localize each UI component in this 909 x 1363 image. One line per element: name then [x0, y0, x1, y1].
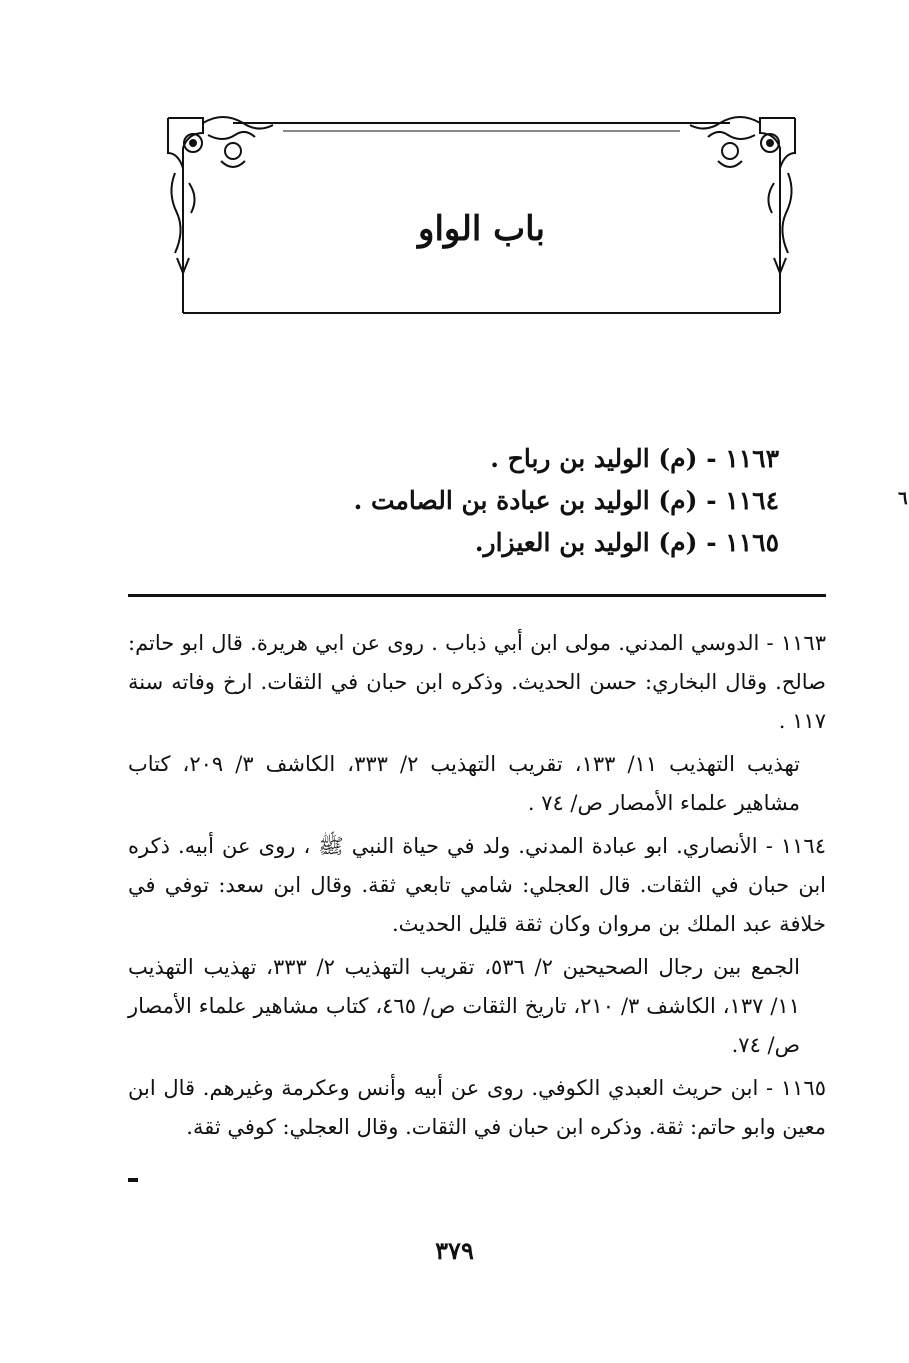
entries-list	[219, 438, 779, 564]
note-1164-bio: ١١٦٤ - الأنصاري. ابو عبادة المدني. ولد في حياة النبي ﷺ ، روى عن أبيه. ذكره ابن حبان في الثقات. قال العجلي: شامي تابعي ثقة. وقال ابن سعد: توفي في خلافة عبد الملك بن مروان وكان ثقة قليل الحديث.	[128, 834, 826, 936]
entry-1164: ١١٦٤ - (م) الوليد بن عبادة بن الصامت .	[353, 486, 779, 515]
note-1165-bio: ١١٦٥ - ابن حريث العبدي الكوفي. روى عن أبيه وأنس وعكرمة وغيرهم. قال ابن معين وابو حاتم: ثقة. وذكره ابن حبان في الثقات. وقال العجلي: كوفي ثقة.	[128, 1076, 826, 1139]
margin-mark: ٦	[898, 488, 908, 509]
chapter-title: باب الواو	[418, 209, 545, 249]
entry-1165: ١١٦٥ - (م) الوليد بن العيزار.	[474, 528, 779, 557]
footnote-divider	[128, 594, 826, 597]
chapter-header-frame	[163, 113, 800, 318]
note-1164-refs: الجمع بين رجال الصحيحين ٢/ ٥٣٦، تقريب التهذيب ٢/ ٣٣٣، تهذيب التهذيب ١١/ ١٣٧، الكاشف ٣/ ٢١٠، تاريخ الثقات ص/ ٤٦٥، كتاب مشاهير علماء الأمصار ص/ ٧٤.	[128, 955, 800, 1057]
note-1163-refs: تهذيب التهذيب ١١/ ١٣٣، تقريب التهذيب ٢/ ٣٣٣، الكاشف ٣/ ٢٠٩، كتاب مشاهير علماء الأمصار ص/ ٧٤ .	[128, 752, 800, 815]
entry-1163: ١١٦٣ - (م) الوليد بن رباح .	[490, 444, 779, 473]
footnotes	[128, 624, 826, 1151]
end-marker	[128, 1178, 138, 1182]
page-number: ٣٧٩	[435, 1236, 474, 1265]
note-1163-bio: ١١٦٣ - الدوسي المدني. مولى ابن أبي ذباب . روى عن ابي هريرة. قال ابو حاتم: صالح. وقال البخاري: حسن الحديث. وذكره ابن حبان في الثقات. ارخ وفاته سنة ١١٧ .	[128, 631, 826, 733]
